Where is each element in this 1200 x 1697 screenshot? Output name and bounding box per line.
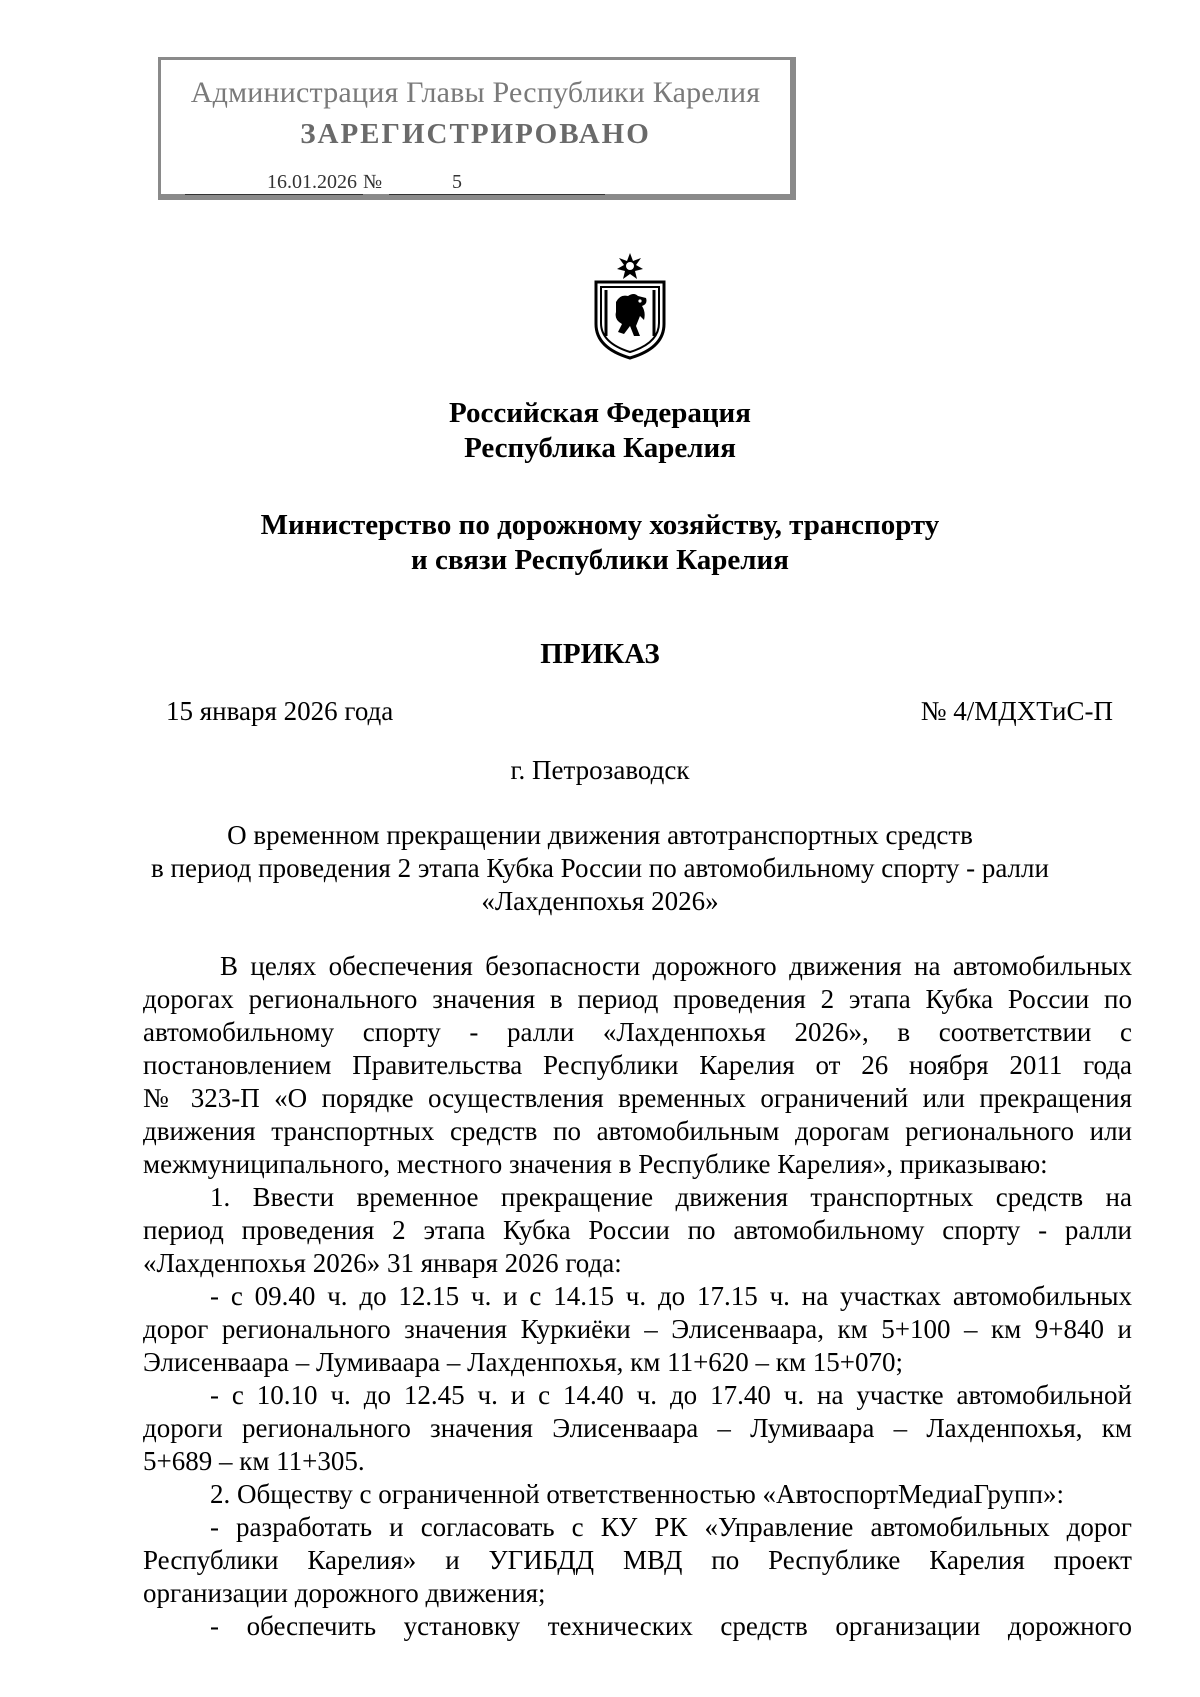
body-line: автомобильному спорту - ралли «Лахденпохья 2026», в соответствии с	[143, 1017, 1132, 1047]
body-line: 5+689 – км 11+305.	[143, 1446, 365, 1476]
subject-line: «Лахденпохья 2026»	[481, 886, 719, 916]
karelia-coat-of-arms-icon	[590, 252, 670, 360]
body-line: движения транспортных средств по автомобильным дорогам регионального или	[143, 1116, 1132, 1146]
subject-line: О временном прекращении движения автотранспортных средств	[227, 820, 973, 850]
region-heading: Республика Карелия	[464, 432, 736, 464]
body-line: межмуниципального, местного значения в Республике Карелия», приказываю:	[143, 1149, 1048, 1179]
body-line: Республики Карелия» и УГИБДД МВД по Республике Карелия проект	[143, 1545, 1132, 1575]
body-line: Элисенваара – Лумиваара – Лахденпохья, км 11+620 – км 15+070;	[143, 1347, 903, 1377]
subject-line: в период проведения 2 этапа Кубка России по автомобильному спорту - ралли	[151, 853, 1049, 883]
order-date: 15 января 2026 года	[166, 696, 394, 726]
stamp-date: 16.01.2026	[185, 171, 363, 195]
stamp-number: 5	[389, 171, 605, 195]
registration-stamp	[158, 57, 796, 200]
body-line: № 323-П «О порядке осуществления временных ограничений или прекращения	[143, 1083, 1132, 1113]
body-line: - с 10.10 ч. до 12.45 ч. и с 14.40 ч. до 17.40 ч. на участке автомобильной	[210, 1380, 1132, 1410]
body-line: - с 09.40 ч. до 12.15 ч. и с 14.15 ч. до 17.15 ч. на участках автомобильных	[210, 1281, 1132, 1311]
stamp-organization: Администрация Главы Республики Карелия	[190, 76, 761, 109]
order-number: № 4/МДХТиС-П	[920, 696, 1113, 726]
body-line: 1. Ввести временное прекращение движения транспортных средств на	[210, 1182, 1132, 1212]
body-line: - разработать и согласовать с КУ РК «Управление автомобильных дорог	[210, 1512, 1132, 1542]
body-line: период проведения 2 этапа Кубка России по автомобильному спорту - ралли	[143, 1215, 1132, 1245]
body-line: - обеспечить установку технических средств организации дорожного	[210, 1611, 1132, 1641]
ministry-heading-line1: Министерство по дорожному хозяйству, транспорту	[260, 509, 940, 541]
body-line: «Лахденпохья 2026» 31 января 2026 года:	[143, 1248, 622, 1278]
country-heading: Российская Федерация	[449, 397, 751, 429]
body-line: дорогах регионального значения в период проведения 2 этапа Кубка России по	[143, 984, 1132, 1014]
body-line: дорог регионального значения Куркиёки – Элисенваара, км 5+100 – км 9+840 и	[143, 1314, 1132, 1344]
city: г. Петрозаводск	[510, 755, 690, 785]
body-line: дороги регионального значения Элисенваара – Лумиваара – Лахденпохья, км	[143, 1413, 1132, 1443]
body-line: В целях обеспечения безопасности дорожного движения на автомобильных	[220, 951, 1132, 981]
body-line: 2. Обществу с ограниченной ответственностью «АвтоспортМедиаГрупп»:	[210, 1479, 1064, 1509]
ministry-heading-line2: и связи Республики Карелия	[411, 544, 789, 576]
document-type: ПРИКАЗ	[540, 638, 660, 670]
stamp-number-sign: №	[363, 171, 383, 193]
body-line: постановлением Правительства Республики Карелия от 26 ноября 2011 года	[143, 1050, 1132, 1080]
stamp-status: ЗАРЕГИСТРИРОВАНО	[300, 118, 651, 150]
body-line: организации дорожного движения;	[143, 1578, 546, 1608]
